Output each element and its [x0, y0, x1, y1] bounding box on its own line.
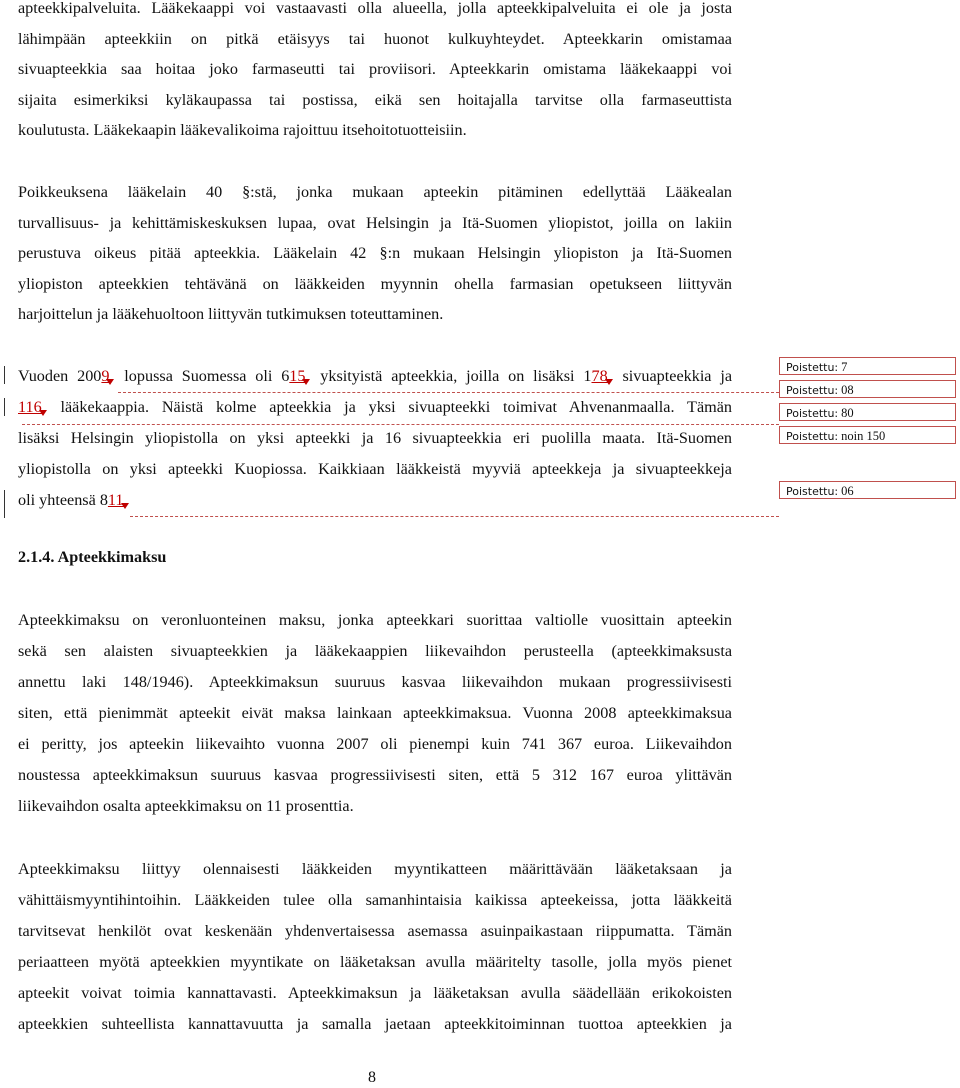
- text-line: apteekkien suhteellista kannattavuutta ja samalla jaetaan apteekkitoiminnan tuottoa apteekkien ja: [18, 1015, 732, 1033]
- text-line: apteekit voivat toimia kannattavasti. Apteekkimaksun ja lääketaksan avulla säädellään erikokoisten: [18, 984, 732, 1002]
- text-line: yliopiston apteekkien tehtävänä on lääkkeiden myynnin ohella farmasian opetukseen liittyvän: [18, 274, 732, 293]
- text-run: sivuapteekkia ja: [613, 367, 732, 385]
- text-line: tarvitsevat henkilöt ovat keskenään yhdenvertaisessa asemassa asuinpaikastaan riippumatta. Tämän: [18, 922, 732, 940]
- text-line: siten, että pienimmät apteekit eivät maksa lainkaan apteekkimaksua. Vuonna 2008 apteekkimaksua: [18, 704, 732, 722]
- deleted-comment-balloon[interactable]: [779, 481, 956, 499]
- comment-value: 80: [841, 406, 854, 420]
- text-line: lisäksi Helsingin yliopistolla on yksi apteekki ja 16 sivuapteekkia eri puolilla maata. Itä-Suomen: [18, 429, 732, 447]
- text-line: koulutusta. Lääkekaapin lääkevalikoima rajoittuu itsehoitotuotteisiin.: [18, 121, 467, 139]
- inserted-text[interactable]: 116: [18, 398, 42, 416]
- text-line: perustuva oikeus pitää apteekkia. Lääkelain 42 §:n mukaan Helsingin yliopiston ja Itä-Suomen: [18, 244, 732, 262]
- text-line: harjoittelun ja lääkehuoltoon liittyvän tutkimuksen toteuttaminen.: [18, 305, 444, 323]
- text-line: Poikkeuksena lääkelain 40 §:stä, jonka mukaan apteekin pitäminen edellyttää Lääkealan: [18, 183, 732, 201]
- text-line: liikevaihdon osalta apteekkimaksu on 11 prosenttia.: [18, 797, 354, 815]
- pricing-paragraph: [18, 854, 732, 1040]
- fee-paragraph: [18, 605, 732, 822]
- change-bar: [4, 398, 5, 416]
- text-run: lääkekaappia. Näistä kolme apteekkia ja yksi sivuapteekki toimivat Ahvenanmaalla. Tämän: [47, 398, 732, 416]
- deleted-comment-balloon[interactable]: [779, 357, 956, 375]
- page-number: 8: [368, 1069, 376, 1086]
- comment-label: Poistettu:: [786, 485, 839, 498]
- deletion-marker-icon[interactable]: [605, 379, 613, 385]
- deletion-marker-icon[interactable]: [121, 503, 129, 509]
- deleted-comment-balloon[interactable]: [779, 403, 956, 421]
- text-line: sivuapteekkia saa hoitaa joko farmaseutti tai proviisori. Apteekkarin omistama lääkekaappi voi: [18, 60, 732, 78]
- comment-value: 06: [841, 484, 854, 498]
- text-line: lähimpään apteekkiin on pitkä etäisyys tai huonot kulkuyhteydet. Apteekkarin omistamaa: [18, 29, 732, 48]
- text-line: annettu laki 148/1946). Apteekkimaksun suuruus kasvaa liikevaihdon mukaan progressiivisesti: [18, 673, 732, 691]
- comment-connector: [118, 392, 779, 393]
- comment-label: Poistettu:: [786, 361, 839, 374]
- deletion-marker-icon[interactable]: [302, 379, 310, 385]
- text-line: periaatteen myötä apteekkien myyntikate on lääketaksan avulla määritelty tasolle, jolla myös pienet: [18, 953, 732, 971]
- deleted-comment-balloon[interactable]: [779, 380, 956, 398]
- text-run: oli yhteensä 8: [18, 491, 108, 509]
- text-line: [18, 361, 732, 392]
- inserted-text[interactable]: 15: [289, 367, 306, 385]
- comment-label: Poistettu:: [786, 430, 839, 443]
- inserted-text[interactable]: 11: [107, 491, 124, 509]
- text-run: lopussa Suomessa oli 6: [115, 367, 290, 385]
- text-line: turvallisuus- ja kehittämiskeskuksen lupaa, ovat Helsingin ja Itä-Suomen yliopistot, joilla on lakiin: [18, 213, 732, 232]
- text-line: sekä sen alaisten sivuapteekkien ja lääkekaappien liikevaihdon perusteella (apteekkimaksusta: [18, 642, 732, 660]
- text-line: [18, 485, 732, 516]
- text-line: Apteekkimaksu liittyy olennaisesti lääkkeiden myyntikatteen määrittävään lääketaksaan ja: [18, 860, 732, 878]
- text-line: yliopistolla on yksi apteekki Kuopiossa. Kaikkiaan lääkkeistä myyviä apteekkeja ja sivuapteekkeja: [18, 460, 732, 478]
- change-bar: [4, 490, 5, 518]
- intro-paragraph: [18, 0, 732, 146]
- change-bar: [4, 366, 5, 384]
- text-run: yksityistä apteekkia, joilla on lisäksi 1: [311, 367, 592, 385]
- text-line: ei peritty, jos apteekin liikevaihto vuonna 2007 oli pienempi kuin 741 367 euroa. Liikevaihdon: [18, 735, 732, 753]
- text-line: sijaita esimerkiksi kyläkaupassa tai postissa, eikä sen hoitajalla tarvitse olla farmaseuttista: [18, 90, 732, 109]
- text-line: Apteekkimaksu on veronluonteinen maksu, jonka apteekkari suorittaa valtiolle vuosittain apteekin: [18, 611, 732, 629]
- comment-connector: [130, 516, 779, 517]
- section-heading: 2.1.4. Apteekkimaksu: [18, 548, 167, 566]
- deleted-comment-balloon[interactable]: [779, 426, 956, 444]
- text-line: vähittäismyyntihintoihin. Lääkkeiden tulee olla samanhintaisia kaikissa apteekeissa, jotta lääkkeitä: [18, 891, 732, 909]
- comment-label: Poistettu:: [786, 384, 839, 397]
- text-line: [18, 392, 732, 423]
- text-run: Vuoden 200: [18, 367, 102, 385]
- text-line: noustessa apteekkimaksun suuruus kasvaa progressiivisesti siten, että 5 312 167 euroa ylittävän: [18, 766, 732, 784]
- deletion-marker-icon[interactable]: [39, 410, 47, 416]
- comment-value: noin 150: [841, 429, 886, 443]
- inserted-text[interactable]: 9: [101, 367, 110, 385]
- comment-value: 08: [841, 383, 854, 397]
- tracked-changes-paragraph: [18, 361, 732, 516]
- comment-connector: [22, 424, 779, 425]
- comment-label: Poistettu:: [786, 407, 839, 420]
- exception-paragraph: [18, 177, 732, 330]
- deletion-marker-icon[interactable]: [106, 379, 114, 385]
- inserted-text[interactable]: 78: [591, 367, 608, 385]
- comment-value: 7: [841, 360, 848, 374]
- text-line: apteekkipalveluita. Lääkekaappi voi vastaavasti olla alueella, jolla apteekkipalveluita ei ole ja josta: [18, 0, 732, 17]
